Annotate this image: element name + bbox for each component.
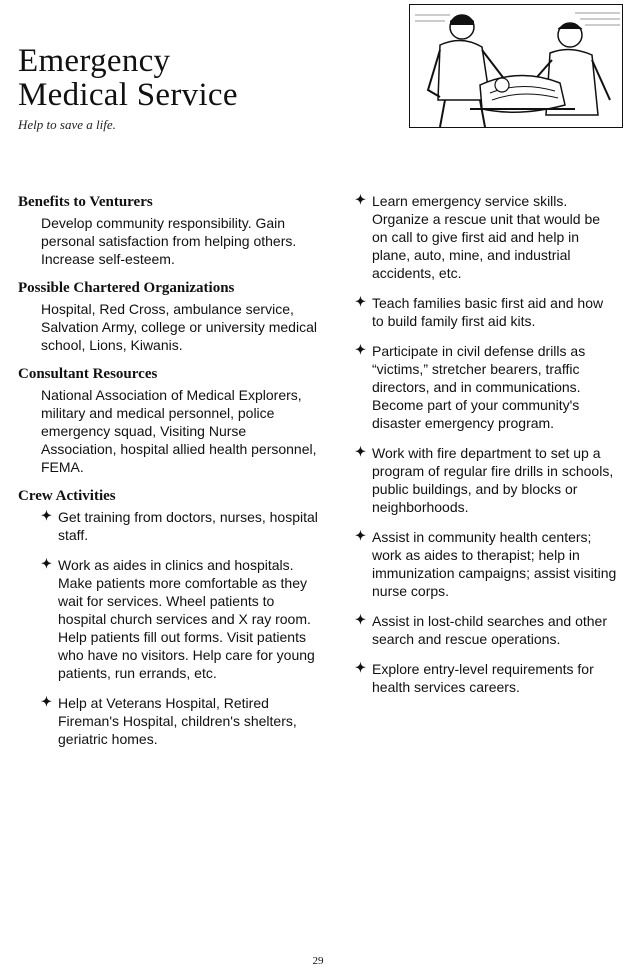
consultants-heading: Consultant Resources [18, 366, 158, 382]
list-item-text: Get training from doctors, nurses, hospital staff. [58, 509, 318, 543]
organizations-text: Hospital, Red Cross, ambulance service, Salvation Army, college or university medical school, Lions, Kiwanis. [41, 301, 317, 353]
list-item-text: Work as aides in clinics and hospitals. Make patients more comfortable as they wait for services. Wheel patients to hospital church services and X ray room. Help patients fill out forms. Visit patients who have no visitors. Help care for young patients, run errands, etc. [58, 557, 315, 681]
bullet-icon: ✦ [355, 192, 366, 207]
list-item-text: Assist in lost-child searches and other search and rescue operations. [372, 613, 607, 647]
bullet-icon: ✦ [41, 508, 52, 523]
bullet-icon: ✦ [41, 694, 52, 709]
list-item-text: Participate in civil defense drills as “victims,” stretcher bearers, traffic directors, and in communications. Become part of your community's disaster emergency program. [372, 343, 586, 431]
list-item-text: Work with fire department to set up a program of regular fire drills in schools, public buildings, and by blocks or neighborhoods. [372, 445, 614, 515]
rescuers-stretcher-icon [409, 4, 623, 128]
list-item [41, 556, 318, 682]
consultants-text: National Association of Medical Explorers, military and medical personnel, police emergency squad, Visiting Nurse Association, hospital allied health personnel, FEMA. [41, 387, 317, 475]
page-title [18, 44, 238, 112]
left-column [18, 192, 318, 760]
list-item-text: Help at Veterans Hospital, Retired Fireman's Hospital, children's shelters, geriatric homes. [58, 695, 297, 747]
organizations-heading: Possible Chartered Organizations [18, 280, 235, 296]
page-subtitle: Help to save a life. [18, 117, 116, 132]
benefits-text: Develop community responsibility. Gain personal satisfaction from helping others. Increase self-esteem. [41, 215, 297, 267]
list-item [41, 508, 318, 544]
list-item [355, 528, 617, 600]
benefits-heading: Benefits to Venturers [18, 194, 153, 210]
list-item-text: Explore entry-level requirements for health services careers. [372, 661, 594, 695]
list-item [41, 694, 318, 748]
activities-heading: Crew Activities [18, 488, 116, 504]
activities-list-left [41, 508, 318, 748]
list-item-text: Assist in community health centers; work as aides to therapist; help in immunization campaigns; assist visiting nurse corps. [372, 529, 617, 599]
list-item [355, 342, 617, 432]
bullet-icon: ✦ [355, 612, 366, 627]
title-line-1: Emergency [18, 43, 171, 79]
page-number: 29 [312, 955, 324, 967]
bullet-icon: ✦ [41, 556, 52, 571]
activities-list-right [355, 192, 617, 696]
bullet-icon: ✦ [355, 294, 366, 309]
list-item [355, 192, 617, 282]
bullet-icon: ✦ [355, 444, 366, 459]
list-item-text: Learn emergency service skills. Organize a rescue unit that would be on call to give first aid and help in plane, auto, mine, and industrial accidents, etc. [372, 193, 601, 281]
bullet-icon: ✦ [355, 528, 366, 543]
bullet-icon: ✦ [355, 342, 366, 357]
list-item [355, 294, 617, 330]
list-item [355, 660, 617, 696]
list-item [355, 444, 617, 516]
right-column [355, 192, 617, 708]
title-line-2: Medical Service [18, 77, 238, 113]
bullet-icon: ✦ [355, 660, 366, 675]
list-item-text: Teach families basic first aid and how to build family first aid kits. [372, 295, 604, 329]
list-item [355, 612, 617, 648]
